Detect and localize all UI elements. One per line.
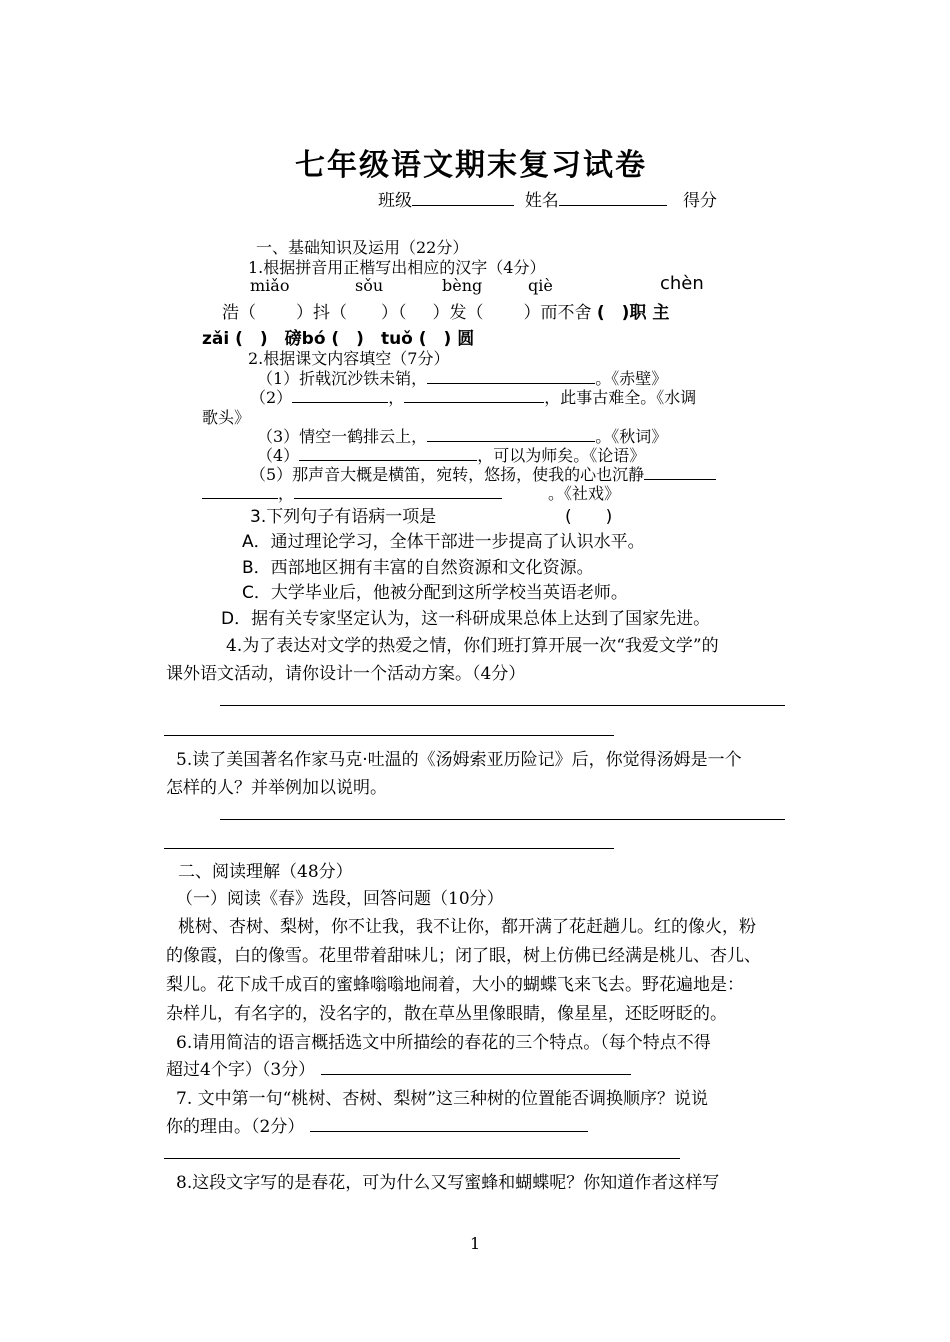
q5-answer-line-2[interactable]	[164, 848, 614, 849]
q2-item2: （2） ， ，此事古难全。《水调	[250, 388, 697, 407]
q5-line2: 怎样的人？并举例加以说明。	[166, 778, 387, 798]
q5-answer-line-1[interactable]	[220, 819, 785, 820]
q1-line1: 浩（ ）抖（ ）（ ）发（ ）而不舍 ( )职 主	[222, 303, 670, 323]
score-label: 得分	[683, 191, 718, 211]
section1-heading: 一、基础知识及运用（22分）	[256, 238, 469, 257]
q3-answer-paren[interactable]: ( )	[565, 507, 613, 527]
q3-option-b[interactable]: B．西部地区拥有丰富的自然资源和文化资源。	[242, 558, 594, 578]
q7-answer-blank[interactable]	[310, 1117, 588, 1132]
q4-line1: 4.为了表达对文学的热爱之情，你们班打算开展一次“我爱文学”的	[226, 636, 719, 656]
section2-heading: 二、阅读理解（48分）	[178, 862, 353, 882]
q7-line2: 你的理由。（2分）	[166, 1112, 588, 1137]
q6-answer-blank[interactable]	[321, 1060, 631, 1075]
pinyin-4: qiè	[528, 276, 553, 295]
q8-line1: 8.这段文字写的是春花，可为什么又写蜜蜂和蝴蝶呢？你知道作者这样写	[176, 1173, 720, 1193]
name-blank[interactable]	[559, 191, 667, 206]
q7-line1: 7. 文中第一句“桃树、杏树、梨树”这三种树的位置能否调换顺序？说说	[176, 1089, 709, 1109]
q2-prompt: 2.根据课文内容填空（7分）	[248, 349, 450, 368]
q2-item4: （4） ，可以为师矣。《论语》	[257, 446, 646, 465]
q2-item3: （3）情空一鹤排云上， 。《秋词》	[257, 427, 668, 446]
q2-item5-cont: ， 。《社戏》	[202, 481, 620, 504]
page-title: 七年级语文期末复习试卷	[295, 148, 647, 183]
q2-item1: （1）折戟沉沙铁未销， 。《赤壁》	[257, 369, 668, 388]
passage-line-1: 桃树、杏树、梨树，你不让我，我不让你，都开满了花赶趟儿。红的像火，粉	[178, 917, 756, 937]
q7-answer-line-2[interactable]	[164, 1158, 680, 1159]
q2-item2-cont: 歌头》	[202, 408, 251, 427]
pinyin-2: sǒu	[355, 276, 384, 295]
q1-line2: zǎi ( ) 磅bó ( ) tuǒ ( ) 圆	[202, 329, 475, 349]
passage-line-4: 杂样儿，有名字的，没名字的，散在草丛里像眼睛，像星星，还眨呀眨的。	[166, 1004, 727, 1024]
q3-option-d[interactable]: D．据有关专家坚定认为，这一科研成果总体上达到了国家先进。	[221, 609, 711, 629]
reading1-prompt: （一）阅读《春》选段，回答问题（10分）	[176, 889, 504, 909]
q5-line1: 5.读了美国著名作家马克·吐温的《汤姆索亚历险记》后，你觉得汤姆是一个	[176, 750, 742, 770]
page-number: 1	[470, 1234, 481, 1253]
student-info-row	[378, 186, 717, 211]
name-label: 姓名	[524, 191, 559, 211]
class-label: 班级	[378, 191, 412, 211]
q6-line2: 超过4个字）（3分）	[166, 1055, 631, 1080]
pinyin-1: miǎo	[250, 276, 290, 295]
pinyin-5: chèn	[660, 273, 704, 294]
q1-prompt: 1.根据拼音用正楷写出相应的汉字（4分）	[248, 258, 546, 277]
q3-option-a[interactable]: A．通过理论学习，全体干部进一步提高了认识水平。	[242, 532, 645, 552]
passage-line-3: 梨儿。花下成千成百的蜜蜂嗡嗡地闹着，大小的蝴蝶飞来飞去。野花遍地是：	[166, 975, 744, 995]
q4-answer-line-1[interactable]	[220, 705, 785, 706]
blank[interactable]	[427, 369, 595, 384]
q4-answer-line-2[interactable]	[164, 735, 614, 736]
pinyin-3: bèng	[442, 276, 483, 295]
q6-line1: 6.请用简洁的语言概括选文中所描绘的春花的三个特点。（每个特点不得	[176, 1033, 711, 1053]
passage-line-2: 的像霞，白的像雪。花里带着甜味儿；闭了眼，树上仿佛已经满是桃儿、杏儿、	[166, 946, 761, 966]
class-blank[interactable]	[412, 191, 514, 206]
q3-option-c[interactable]: C．大学毕业后，他被分配到这所学校当英语老师。	[242, 583, 628, 603]
q4-line2: 课外语文活动，请你设计一个活动方案。（4分）	[166, 664, 526, 684]
q3-prompt: 3.下列句子有语病一项是	[250, 507, 437, 527]
q2-item5: （5）那声音大概是横笛，宛转，悠扬，使我的心也沉静	[250, 462, 716, 485]
